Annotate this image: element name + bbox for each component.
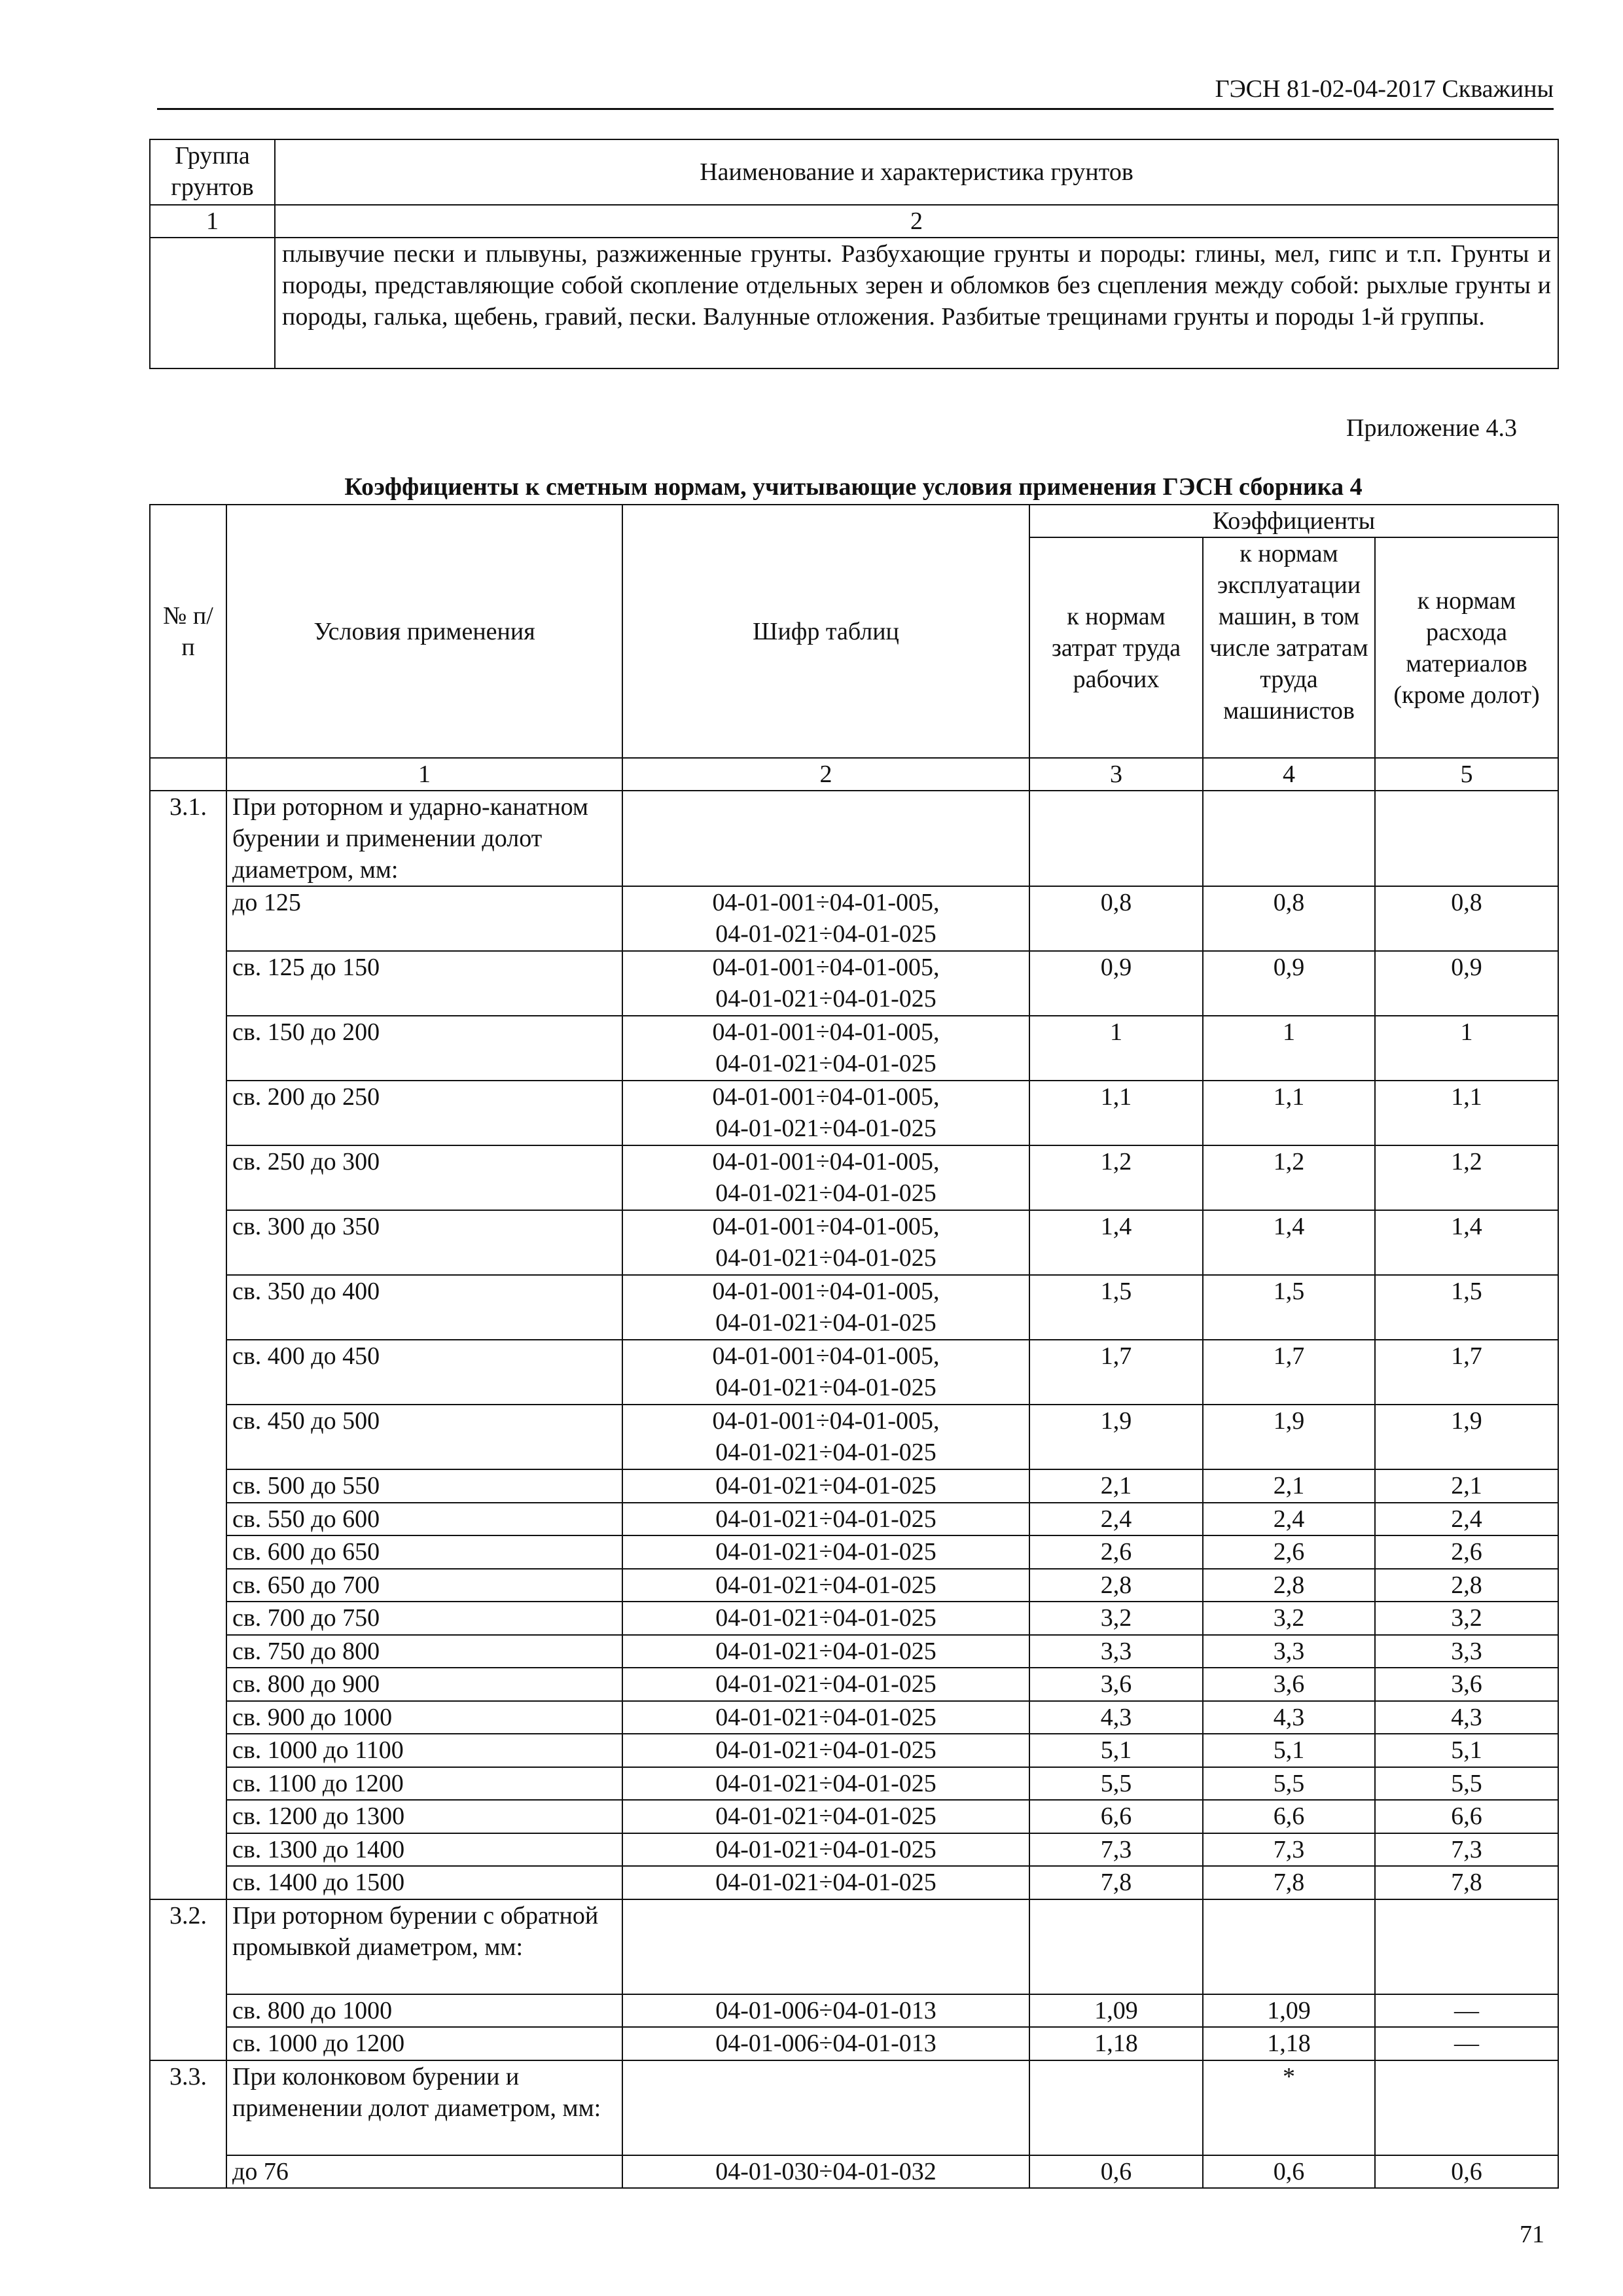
table-row <box>150 1767 1558 1801</box>
table-row <box>150 1569 1558 1602</box>
material-coef-cell: 1 <box>1375 1016 1558 1081</box>
table-code-cell <box>622 1800 1029 1833</box>
table-code-cell <box>622 1833 1029 1867</box>
empty-cell <box>1203 791 1375 886</box>
table-code-cell <box>622 1405 1029 1469</box>
condition-cell: св. 300 до 350 <box>226 1210 622 1275</box>
table-code-cell <box>622 2027 1029 2060</box>
footnote-mark: * <box>1203 2060 1375 2155</box>
table-row <box>150 1469 1558 1503</box>
table-row <box>150 1866 1558 1899</box>
table-code-cell <box>622 1210 1029 1275</box>
condition-cell: св. 125 до 150 <box>226 951 622 1016</box>
material-coef-cell: 0,6 <box>1375 2155 1558 2189</box>
material-coef-cell: 1,1 <box>1375 1081 1558 1145</box>
labor-coef-cell: 1,9 <box>1029 1405 1203 1469</box>
table-code-cell <box>622 1535 1029 1569</box>
table-row <box>150 1405 1558 1469</box>
table-row <box>150 1210 1558 1275</box>
empty-cell <box>622 1899 1029 1994</box>
header-machine-coef: к нормам эксплуатации машин, в том числе затратам труда машинистов <box>1203 537 1375 758</box>
table-code-line: 04-01-021÷04-01-025 <box>715 1439 936 1466</box>
condition-cell: св. 150 до 200 <box>226 1016 622 1081</box>
machine-coef-cell: 0,9 <box>1203 951 1375 1016</box>
machine-coef-cell: 2,1 <box>1203 1469 1375 1503</box>
page-number: 71 <box>1520 2221 1544 2248</box>
labor-coef-cell: 2,1 <box>1029 1469 1203 1503</box>
condition-cell: св. 1100 до 1200 <box>226 1767 622 1801</box>
table-code-cell <box>622 1340 1029 1405</box>
material-coef-cell: 1,4 <box>1375 1210 1558 1275</box>
table-code-line: 04-01-001÷04-01-005, <box>712 1278 940 1305</box>
table-code-cell <box>622 1081 1029 1145</box>
condition-cell: св. 750 до 800 <box>226 1635 622 1668</box>
section-row <box>150 2060 1558 2155</box>
table-code-line: 04-01-021÷04-01-025 <box>715 1604 936 1632</box>
header-table-code: Шифр таблиц <box>622 505 1029 758</box>
empty-cell <box>1029 1899 1203 1994</box>
material-coef-cell: 2,6 <box>1375 1535 1558 1569</box>
machine-coef-cell: 7,3 <box>1203 1833 1375 1867</box>
table-code-line: 04-01-021÷04-01-025 <box>715 1670 936 1698</box>
table-code-line: 04-01-001÷04-01-005, <box>712 1083 940 1111</box>
table-code-cell <box>622 1016 1029 1081</box>
table-code-cell <box>622 1469 1029 1503</box>
labor-coef-cell: 0,6 <box>1029 2155 1203 2189</box>
machine-coef-cell: 1 <box>1203 1016 1375 1081</box>
condition-cell: св. 600 до 650 <box>226 1535 622 1569</box>
machine-coef-cell: 3,6 <box>1203 1668 1375 1701</box>
table-title: Коэффициенты к сметным нормам, учитывающие условия применения ГЭСН сборника 4 <box>344 473 1363 501</box>
table-row <box>150 886 1558 951</box>
table-row <box>150 1503 1558 1536</box>
table-code-cell <box>622 1145 1029 1210</box>
material-coef-cell: 3,3 <box>1375 1635 1558 1668</box>
col-number: 4 <box>1203 758 1375 791</box>
labor-coef-cell: 4,3 <box>1029 1701 1203 1734</box>
material-coef-cell: 4,3 <box>1375 1701 1558 1734</box>
machine-coef-cell: 1,5 <box>1203 1275 1375 1340</box>
material-coef-cell: 1,2 <box>1375 1145 1558 1210</box>
material-coef-cell: 6,6 <box>1375 1800 1558 1833</box>
labor-coef-cell: 1,4 <box>1029 1210 1203 1275</box>
table-code-cell <box>622 886 1029 951</box>
condition-cell: св. 1000 до 1200 <box>226 2027 622 2060</box>
material-coef-cell: 1,9 <box>1375 1405 1558 1469</box>
machine-coef-cell: 1,18 <box>1203 2027 1375 2060</box>
labor-coef-cell: 5,5 <box>1029 1767 1203 1801</box>
table-code-cell <box>622 1275 1029 1340</box>
condition-cell: св. 400 до 450 <box>226 1340 622 1405</box>
header-coefficients: Коэффициенты <box>1029 505 1558 537</box>
table-code-cell <box>622 1767 1029 1801</box>
machine-coef-cell: 1,1 <box>1203 1081 1375 1145</box>
labor-coef-cell: 1,18 <box>1029 2027 1203 2060</box>
table-code-line: 04-01-021÷04-01-025 <box>715 1309 936 1336</box>
material-coef-cell: 7,3 <box>1375 1833 1558 1867</box>
condition-cell: св. 200 до 250 <box>226 1081 622 1145</box>
table-row <box>150 1340 1558 1405</box>
table-code-line: 04-01-021÷04-01-025 <box>715 1115 936 1142</box>
table-code-line: 04-01-021÷04-01-025 <box>715 1374 936 1401</box>
material-coef-cell: 5,1 <box>1375 1734 1558 1767</box>
condition-cell: св. 550 до 600 <box>226 1503 622 1536</box>
appendix-label: Приложение 4.3 <box>1346 414 1517 442</box>
table-code-cell <box>622 1994 1029 2028</box>
labor-coef-cell: 1 <box>1029 1016 1203 1081</box>
table-row <box>150 1602 1558 1635</box>
table-code-cell <box>622 1668 1029 1701</box>
condition-cell: св. 450 до 500 <box>226 1405 622 1469</box>
col-number: 1 <box>150 205 275 238</box>
machine-coef-cell: 1,7 <box>1203 1340 1375 1405</box>
material-coef-cell: 0,8 <box>1375 886 1558 951</box>
empty-cell <box>150 238 275 368</box>
labor-coef-cell: 1,09 <box>1029 1994 1203 2028</box>
material-coef-cell: 5,5 <box>1375 1767 1558 1801</box>
material-coef-cell: 2,4 <box>1375 1503 1558 1536</box>
machine-coef-cell: 2,6 <box>1203 1535 1375 1569</box>
col-number: 3 <box>1029 758 1203 791</box>
material-coef-cell: 0,9 <box>1375 951 1558 1016</box>
section-row <box>150 791 1558 886</box>
empty-cell <box>150 758 226 791</box>
table-row <box>150 1535 1558 1569</box>
condition-cell: до 76 <box>226 2155 622 2189</box>
section-title: При колонковом бурении и применении долот диаметром, мм: <box>226 2060 622 2155</box>
table-code-cell <box>622 951 1029 1016</box>
table-row <box>150 1275 1558 1340</box>
condition-cell: св. 800 до 1000 <box>226 1994 622 2028</box>
machine-coef-cell: 5,5 <box>1203 1767 1375 1801</box>
coefficients-table <box>149 504 1559 2189</box>
header-rule <box>157 108 1554 110</box>
labor-coef-cell: 3,3 <box>1029 1635 1203 1668</box>
table-code-cell <box>622 1734 1029 1767</box>
table-code-line: 04-01-021÷04-01-025 <box>715 985 936 1013</box>
col-number: 2 <box>622 758 1029 791</box>
machine-coef-cell: 4,3 <box>1203 1701 1375 1734</box>
labor-coef-cell: 6,6 <box>1029 1800 1203 1833</box>
material-coef-cell: 1,7 <box>1375 1340 1558 1405</box>
section-number: 3.3. <box>150 2060 226 2189</box>
section-number: 3.2. <box>150 1899 226 2060</box>
labor-coef-cell: 0,9 <box>1029 951 1203 1016</box>
labor-coef-cell: 5,1 <box>1029 1734 1203 1767</box>
table-code-line: 04-01-021÷04-01-025 <box>715 1835 936 1863</box>
machine-coef-cell: 1,9 <box>1203 1405 1375 1469</box>
empty-cell <box>622 791 1029 886</box>
running-header: ГЭСН 81-02-04-2017 Скважины <box>1215 75 1554 103</box>
machine-coef-cell: 2,8 <box>1203 1569 1375 1602</box>
condition-cell: св. 700 до 750 <box>226 1602 622 1635</box>
labor-coef-cell: 0,8 <box>1029 886 1203 951</box>
condition-cell: св. 1000 до 1100 <box>226 1734 622 1767</box>
labor-coef-cell: 2,6 <box>1029 1535 1203 1569</box>
table-row <box>150 1081 1558 1145</box>
table-row <box>150 1635 1558 1668</box>
header-number: № п/п <box>150 505 226 758</box>
condition-cell: до 125 <box>226 886 622 951</box>
empty-cell <box>622 2060 1029 2155</box>
header-labor-coef: к нормам затрат труда рабочих <box>1029 537 1203 758</box>
condition-cell: св. 650 до 700 <box>226 1569 622 1602</box>
empty-cell <box>1375 1899 1558 1994</box>
machine-coef-cell: 1,4 <box>1203 1210 1375 1275</box>
table-code-line: 04-01-021÷04-01-025 <box>715 1472 936 1499</box>
col-number: 1 <box>226 758 622 791</box>
labor-coef-cell: 2,8 <box>1029 1569 1203 1602</box>
condition-cell: св. 350 до 400 <box>226 1275 622 1340</box>
table-code-line: 04-01-001÷04-01-005, <box>712 1407 940 1435</box>
section-title: При роторном бурении с обратной промывкой диаметром, мм: <box>226 1899 622 1994</box>
table-code-line: 04-01-021÷04-01-025 <box>715 1244 936 1272</box>
table-row <box>150 1016 1558 1081</box>
soil-groups-table <box>149 139 1559 369</box>
labor-coef-cell: 3,6 <box>1029 1668 1203 1701</box>
empty-cell <box>1375 2060 1558 2155</box>
condition-cell: св. 1200 до 1300 <box>226 1800 622 1833</box>
machine-coef-cell: 3,3 <box>1203 1635 1375 1668</box>
table-code-line: 04-01-021÷04-01-025 <box>715 1803 936 1830</box>
labor-coef-cell: 1,1 <box>1029 1081 1203 1145</box>
table-code-line: 04-01-021÷04-01-025 <box>715 1571 936 1599</box>
material-coef-cell: 3,6 <box>1375 1668 1558 1701</box>
machine-coef-cell: 0,6 <box>1203 2155 1375 2189</box>
table-code-line: 04-01-001÷04-01-005, <box>712 1148 940 1175</box>
labor-coef-cell: 1,5 <box>1029 1275 1203 1340</box>
soil-description: плывучие пески и плывуны, разжиженные грунты. Разбухающие грунты и породы: глины, мел, гипс и т.п. Грунты и породы, представляющие собой скопление отдельных зерен и обломков без сцепления между собой: рыхлые грунты и породы, галька, щебень, гравий, пески. Валунные отложения. Разбитые трещинами грунты и породы 1-й группы. <box>275 238 1558 368</box>
table-code-line: 04-01-001÷04-01-005, <box>712 889 940 916</box>
table-code-cell <box>622 1503 1029 1536</box>
table-code-line: 04-01-001÷04-01-005, <box>712 1018 940 1046</box>
table-row <box>150 1668 1558 1701</box>
machine-coef-cell: 1,09 <box>1203 1994 1375 2028</box>
table-row <box>150 951 1558 1016</box>
condition-cell: св. 250 до 300 <box>226 1145 622 1210</box>
table-code-cell <box>622 1635 1029 1668</box>
table-code-line: 04-01-030÷04-01-032 <box>715 2157 936 2185</box>
header-material-coef: к нормам расхода материалов (кроме долот) <box>1375 537 1558 758</box>
empty-cell <box>1029 2060 1203 2155</box>
condition-cell: св. 900 до 1000 <box>226 1701 622 1734</box>
table-code-cell <box>622 2155 1029 2189</box>
condition-cell: св. 800 до 900 <box>226 1668 622 1701</box>
table-code-line: 04-01-021÷04-01-025 <box>715 1538 936 1566</box>
table-row <box>150 1800 1558 1833</box>
machine-coef-cell: 2,4 <box>1203 1503 1375 1536</box>
labor-coef-cell: 3,2 <box>1029 1602 1203 1635</box>
machine-coef-cell: 1,2 <box>1203 1145 1375 1210</box>
table-code-line: 04-01-001÷04-01-005, <box>712 954 940 981</box>
table-code-line: 04-01-001÷04-01-005, <box>712 1342 940 1370</box>
table-code-line: 04-01-021÷04-01-025 <box>715 1769 936 1797</box>
machine-coef-cell: 3,2 <box>1203 1602 1375 1635</box>
table-code-line: 04-01-021÷04-01-025 <box>715 920 936 948</box>
table-code-cell <box>622 1602 1029 1635</box>
table-row <box>150 1734 1558 1767</box>
col-number: 2 <box>275 205 1558 238</box>
table-code-line: 04-01-001÷04-01-005, <box>712 1213 940 1240</box>
material-coef-cell: — <box>1375 2027 1558 2060</box>
table-code-cell <box>622 1866 1029 1899</box>
machine-coef-cell: 7,8 <box>1203 1866 1375 1899</box>
material-coef-cell: 3,2 <box>1375 1602 1558 1635</box>
section-number: 3.1. <box>150 791 226 1899</box>
col-header-name: Наименование и характеристика грунтов <box>275 139 1558 205</box>
table-row <box>150 1145 1558 1210</box>
labor-coef-cell: 7,3 <box>1029 1833 1203 1867</box>
table-code-line: 04-01-021÷04-01-025 <box>715 1637 936 1665</box>
machine-coef-cell: 5,1 <box>1203 1734 1375 1767</box>
labor-coef-cell: 1,2 <box>1029 1145 1203 1210</box>
material-coef-cell: 2,1 <box>1375 1469 1558 1503</box>
condition-cell: св. 1300 до 1400 <box>226 1833 622 1867</box>
material-coef-cell: — <box>1375 1994 1558 2028</box>
table-code-line: 04-01-021÷04-01-025 <box>715 1050 936 1077</box>
table-row <box>150 1701 1558 1734</box>
table-code-line: 04-01-021÷04-01-025 <box>715 1869 936 1896</box>
col-number: 5 <box>1375 758 1558 791</box>
section-title: При роторном и ударно-канатном бурении и применении долот диаметром, мм: <box>226 791 622 886</box>
condition-cell: св. 1400 до 1500 <box>226 1866 622 1899</box>
labor-coef-cell: 1,7 <box>1029 1340 1203 1405</box>
table-code-line: 04-01-021÷04-01-025 <box>715 1179 936 1207</box>
table-code-line: 04-01-021÷04-01-025 <box>715 1703 936 1731</box>
table-code-cell <box>622 1569 1029 1602</box>
material-coef-cell: 2,8 <box>1375 1569 1558 1602</box>
table-code-cell <box>622 1701 1029 1734</box>
col-header-group: Группа грунтов <box>150 139 275 205</box>
table-row <box>150 1833 1558 1867</box>
table-row <box>150 2027 1558 2060</box>
empty-cell <box>1203 1899 1375 1994</box>
material-coef-cell: 7,8 <box>1375 1866 1558 1899</box>
empty-cell <box>1375 791 1558 886</box>
machine-coef-cell: 6,6 <box>1203 1800 1375 1833</box>
table-row <box>150 2155 1558 2189</box>
condition-cell: св. 500 до 550 <box>226 1469 622 1503</box>
machine-coef-cell: 0,8 <box>1203 886 1375 951</box>
empty-cell <box>1029 791 1203 886</box>
material-coef-cell: 1,5 <box>1375 1275 1558 1340</box>
section-row <box>150 1899 1558 1994</box>
table-row <box>150 1994 1558 2028</box>
header-conditions: Условия применения <box>226 505 622 758</box>
labor-coef-cell: 2,4 <box>1029 1503 1203 1536</box>
table-code-line: 04-01-021÷04-01-025 <box>715 1505 936 1533</box>
table-code-line: 04-01-006÷04-01-013 <box>715 1996 936 2024</box>
table-code-line: 04-01-006÷04-01-013 <box>715 2030 936 2057</box>
labor-coef-cell: 7,8 <box>1029 1866 1203 1899</box>
table-code-line: 04-01-021÷04-01-025 <box>715 1736 936 1764</box>
